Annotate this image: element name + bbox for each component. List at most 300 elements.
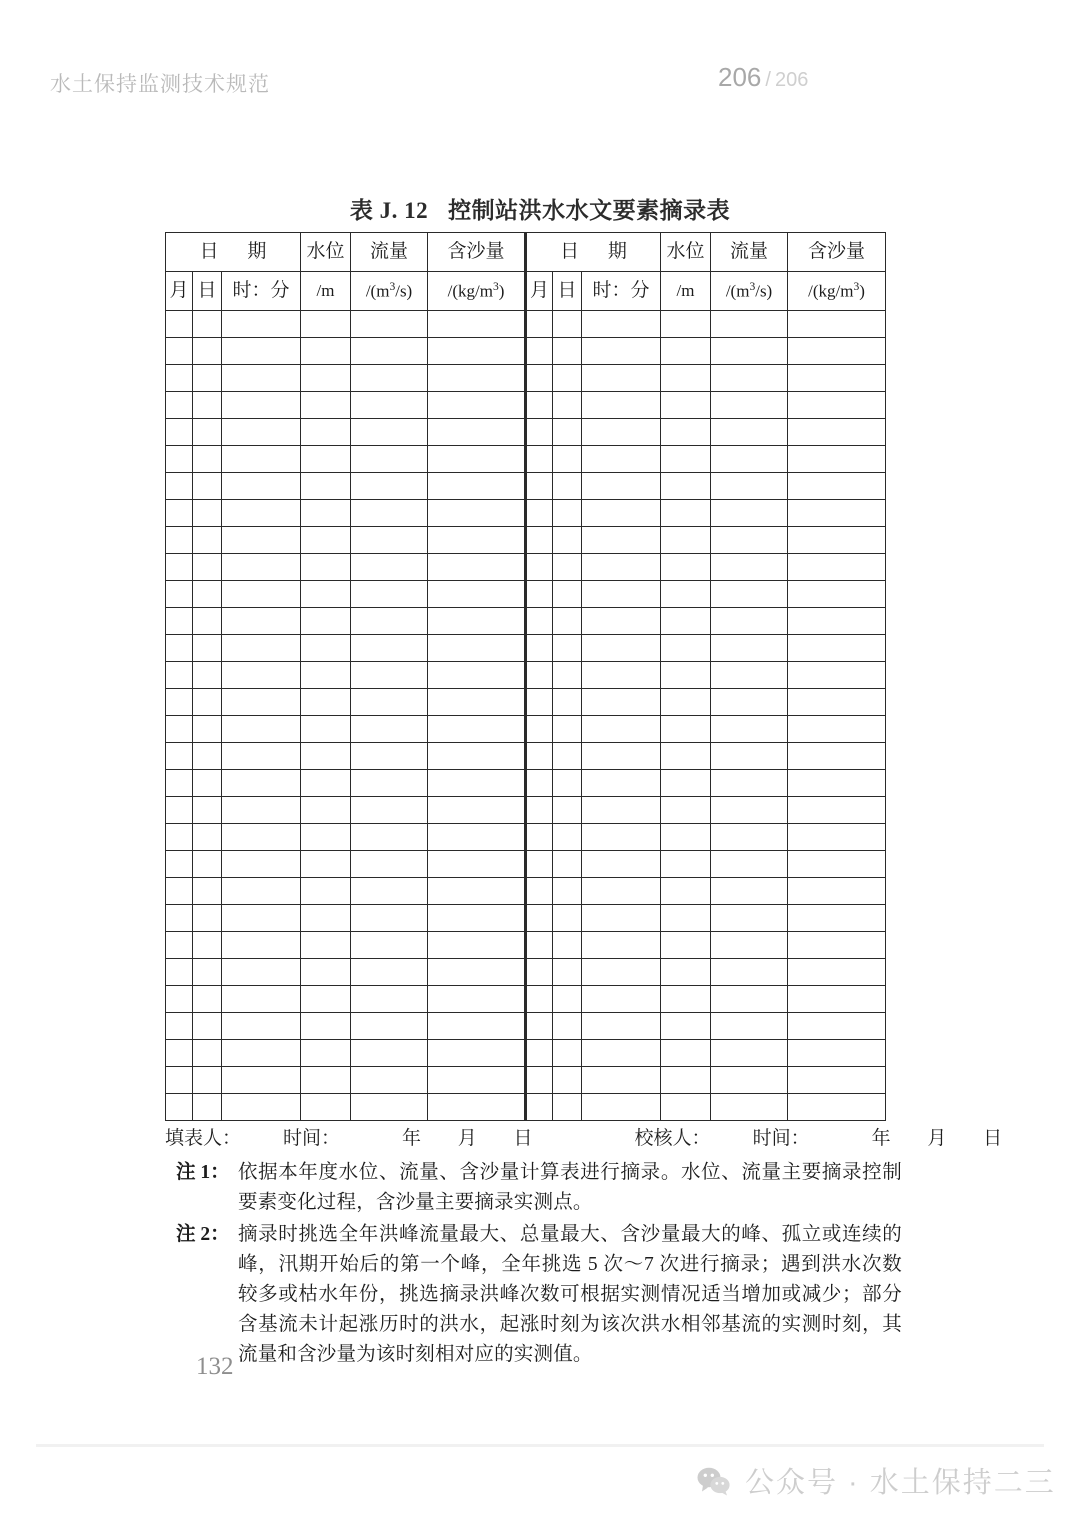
table-cell[interactable] [222,446,301,473]
table-cell[interactable] [222,878,301,905]
table-cell[interactable] [553,689,582,716]
table-cell[interactable] [526,770,553,797]
table-cell[interactable] [193,635,222,662]
table-cell[interactable] [222,770,301,797]
table-cell[interactable] [788,851,886,878]
table-cell[interactable] [711,338,788,365]
table-cell[interactable] [582,554,661,581]
table-cell[interactable] [351,338,428,365]
table-cell[interactable] [222,581,301,608]
table-cell[interactable] [582,959,661,986]
table-cell[interactable] [193,689,222,716]
table-cell[interactable] [526,959,553,986]
table-cell[interactable] [526,365,553,392]
table-cell[interactable] [582,797,661,824]
table-cell[interactable] [351,770,428,797]
table-cell[interactable] [788,824,886,851]
table-cell[interactable] [582,581,661,608]
table-cell[interactable] [166,365,193,392]
table-cell[interactable] [222,743,301,770]
table-cell[interactable] [788,473,886,500]
table-cell[interactable] [351,581,428,608]
table-cell[interactable] [553,662,582,689]
table-cell[interactable] [661,392,711,419]
table-cell[interactable] [661,716,711,743]
table-cell[interactable] [351,959,428,986]
table-cell[interactable] [351,635,428,662]
table-cell[interactable] [526,986,553,1013]
table-cell[interactable] [788,905,886,932]
table-cell[interactable] [428,311,526,338]
table-cell[interactable] [193,932,222,959]
table-cell[interactable] [788,770,886,797]
table-cell[interactable] [711,878,788,905]
table-cell[interactable] [301,932,351,959]
table-cell[interactable] [222,311,301,338]
table-cell[interactable] [193,554,222,581]
table-cell[interactable] [166,851,193,878]
table-cell[interactable] [661,608,711,635]
table-cell[interactable] [661,527,711,554]
table-cell[interactable] [428,824,526,851]
table-cell[interactable] [166,527,193,554]
table-cell[interactable] [428,1094,526,1121]
table-cell[interactable] [661,959,711,986]
table-cell[interactable] [428,338,526,365]
table-cell[interactable] [582,473,661,500]
table-cell[interactable] [166,797,193,824]
table-cell[interactable] [301,581,351,608]
table-cell[interactable] [553,1040,582,1067]
table-cell[interactable] [526,338,553,365]
table-cell[interactable] [582,662,661,689]
table-cell[interactable] [166,635,193,662]
table-cell[interactable] [166,1067,193,1094]
table-cell[interactable] [582,527,661,554]
table-cell[interactable] [193,419,222,446]
table-cell[interactable] [193,878,222,905]
table-cell[interactable] [222,1067,301,1094]
table-cell[interactable] [788,608,886,635]
table-cell[interactable] [351,527,428,554]
table-cell[interactable] [526,581,553,608]
table-cell[interactable] [222,824,301,851]
table-cell[interactable] [351,446,428,473]
table-cell[interactable] [166,1013,193,1040]
table-cell[interactable] [351,365,428,392]
table-cell[interactable] [526,851,553,878]
table-cell[interactable] [301,527,351,554]
table-cell[interactable] [526,311,553,338]
table-cell[interactable] [351,797,428,824]
table-cell[interactable] [711,365,788,392]
table-cell[interactable] [788,986,886,1013]
table-cell[interactable] [526,689,553,716]
table-cell[interactable] [301,311,351,338]
table-cell[interactable] [582,365,661,392]
table-cell[interactable] [553,365,582,392]
table-cell[interactable] [166,716,193,743]
table-cell[interactable] [661,554,711,581]
table-cell[interactable] [193,743,222,770]
table-cell[interactable] [526,1040,553,1067]
table-cell[interactable] [582,1013,661,1040]
table-cell[interactable] [166,338,193,365]
table-cell[interactable] [582,743,661,770]
table-cell[interactable] [788,581,886,608]
table-cell[interactable] [661,1013,711,1040]
table-cell[interactable] [166,608,193,635]
table-cell[interactable] [301,986,351,1013]
table-cell[interactable] [351,1013,428,1040]
table-cell[interactable] [222,473,301,500]
table-cell[interactable] [711,446,788,473]
table-cell[interactable] [351,689,428,716]
table-cell[interactable] [661,581,711,608]
table-cell[interactable] [553,527,582,554]
table-cell[interactable] [166,959,193,986]
table-cell[interactable] [553,608,582,635]
table-cell[interactable] [166,581,193,608]
table-cell[interactable] [788,527,886,554]
table-cell[interactable] [711,419,788,446]
table-cell[interactable] [222,959,301,986]
table-cell[interactable] [428,662,526,689]
table-cell[interactable] [222,527,301,554]
table-cell[interactable] [301,716,351,743]
table-cell[interactable] [711,959,788,986]
table-cell[interactable] [553,473,582,500]
table-cell[interactable] [526,1094,553,1121]
table-cell[interactable] [553,1067,582,1094]
table-cell[interactable] [166,473,193,500]
table-cell[interactable] [711,581,788,608]
table-cell[interactable] [351,905,428,932]
table-cell[interactable] [582,500,661,527]
table-cell[interactable] [661,311,711,338]
table-cell[interactable] [582,770,661,797]
table-cell[interactable] [301,905,351,932]
table-cell[interactable] [301,851,351,878]
table-cell[interactable] [351,500,428,527]
table-cell[interactable] [301,608,351,635]
table-cell[interactable] [166,1094,193,1121]
table-cell[interactable] [582,419,661,446]
table-cell[interactable] [428,608,526,635]
table-cell[interactable] [711,635,788,662]
table-cell[interactable] [711,608,788,635]
table-cell[interactable] [301,554,351,581]
table-cell[interactable] [661,662,711,689]
table-cell[interactable] [553,311,582,338]
table-cell[interactable] [711,824,788,851]
table-cell[interactable] [301,635,351,662]
table-cell[interactable] [526,716,553,743]
table-cell[interactable] [582,689,661,716]
table-cell[interactable] [351,743,428,770]
table-cell[interactable] [526,743,553,770]
table-cell[interactable] [711,392,788,419]
table-cell[interactable] [526,419,553,446]
table-cell[interactable] [301,743,351,770]
table-cell[interactable] [553,446,582,473]
table-cell[interactable] [351,473,428,500]
table-cell[interactable] [711,554,788,581]
table-cell[interactable] [553,878,582,905]
table-cell[interactable] [661,338,711,365]
table-cell[interactable] [526,932,553,959]
table-cell[interactable] [428,365,526,392]
table-cell[interactable] [301,446,351,473]
table-cell[interactable] [428,1040,526,1067]
table-cell[interactable] [351,1067,428,1094]
table-cell[interactable] [193,608,222,635]
table-cell[interactable] [428,473,526,500]
table-cell[interactable] [301,770,351,797]
table-cell[interactable] [351,878,428,905]
table-cell[interactable] [301,662,351,689]
table-cell[interactable] [788,1040,886,1067]
table-cell[interactable] [222,365,301,392]
table-cell[interactable] [661,932,711,959]
table-cell[interactable] [553,851,582,878]
table-cell[interactable] [222,905,301,932]
table-cell[interactable] [526,446,553,473]
table-cell[interactable] [222,797,301,824]
table-cell[interactable] [553,932,582,959]
table-cell[interactable] [428,959,526,986]
table-cell[interactable] [711,986,788,1013]
table-cell[interactable] [553,554,582,581]
table-cell[interactable] [222,851,301,878]
table-cell[interactable] [788,932,886,959]
table-cell[interactable] [526,608,553,635]
table-cell[interactable] [553,905,582,932]
table-cell[interactable] [166,932,193,959]
table-cell[interactable] [788,878,886,905]
table-cell[interactable] [553,959,582,986]
table-cell[interactable] [553,419,582,446]
table-cell[interactable] [661,878,711,905]
table-cell[interactable] [553,986,582,1013]
table-cell[interactable] [428,581,526,608]
table-cell[interactable] [711,905,788,932]
table-cell[interactable] [788,1013,886,1040]
table-cell[interactable] [428,932,526,959]
table-cell[interactable] [301,878,351,905]
table-cell[interactable] [788,392,886,419]
table-cell[interactable] [428,851,526,878]
table-cell[interactable] [428,392,526,419]
table-cell[interactable] [711,1013,788,1040]
table-cell[interactable] [711,743,788,770]
table-cell[interactable] [661,1094,711,1121]
table-cell[interactable] [582,1040,661,1067]
table-cell[interactable] [428,689,526,716]
table-cell[interactable] [788,446,886,473]
table-cell[interactable] [788,662,886,689]
table-cell[interactable] [351,419,428,446]
table-cell[interactable] [582,311,661,338]
table-cell[interactable] [301,419,351,446]
table-cell[interactable] [193,1094,222,1121]
table-cell[interactable] [526,392,553,419]
table-cell[interactable] [193,716,222,743]
table-cell[interactable] [526,662,553,689]
table-cell[interactable] [661,824,711,851]
table-cell[interactable] [788,419,886,446]
table-cell[interactable] [222,419,301,446]
table-cell[interactable] [222,635,301,662]
table-cell[interactable] [711,770,788,797]
table-cell[interactable] [788,1067,886,1094]
table-cell[interactable] [351,311,428,338]
table-cell[interactable] [553,338,582,365]
table-cell[interactable] [193,824,222,851]
table-cell[interactable] [661,1067,711,1094]
table-cell[interactable] [788,554,886,581]
table-cell[interactable] [351,392,428,419]
table-cell[interactable] [582,824,661,851]
table-cell[interactable] [553,392,582,419]
table-cell[interactable] [526,1013,553,1040]
table-cell[interactable] [428,554,526,581]
table-cell[interactable] [582,392,661,419]
table-cell[interactable] [526,554,553,581]
table-cell[interactable] [582,608,661,635]
table-cell[interactable] [711,932,788,959]
table-cell[interactable] [193,851,222,878]
table-cell[interactable] [788,797,886,824]
table-cell[interactable] [351,851,428,878]
table-cell[interactable] [661,743,711,770]
table-cell[interactable] [582,905,661,932]
table-cell[interactable] [222,554,301,581]
table-cell[interactable] [553,797,582,824]
table-cell[interactable] [222,1040,301,1067]
table-cell[interactable] [193,500,222,527]
table-cell[interactable] [428,1067,526,1094]
table-cell[interactable] [553,770,582,797]
table-cell[interactable] [222,716,301,743]
table-cell[interactable] [711,527,788,554]
table-cell[interactable] [301,797,351,824]
table-cell[interactable] [166,500,193,527]
table-cell[interactable] [526,635,553,662]
table-cell[interactable] [711,689,788,716]
table-cell[interactable] [661,446,711,473]
table-cell[interactable] [553,500,582,527]
table-cell[interactable] [661,797,711,824]
table-cell[interactable] [193,662,222,689]
table-cell[interactable] [222,1094,301,1121]
table-cell[interactable] [553,1013,582,1040]
table-cell[interactable] [301,1094,351,1121]
table-cell[interactable] [166,986,193,1013]
table-cell[interactable] [428,905,526,932]
table-cell[interactable] [351,662,428,689]
table-cell[interactable] [428,743,526,770]
table-cell[interactable] [222,662,301,689]
table-cell[interactable] [428,635,526,662]
table-cell[interactable] [428,878,526,905]
table-cell[interactable] [166,311,193,338]
table-cell[interactable] [526,527,553,554]
table-cell[interactable] [301,824,351,851]
table-cell[interactable] [788,1094,886,1121]
table-cell[interactable] [711,716,788,743]
table-cell[interactable] [428,797,526,824]
table-cell[interactable] [582,1067,661,1094]
table-cell[interactable] [222,932,301,959]
table-cell[interactable] [193,986,222,1013]
table-cell[interactable] [193,473,222,500]
table-cell[interactable] [661,500,711,527]
table-cell[interactable] [526,797,553,824]
table-cell[interactable] [582,338,661,365]
table-cell[interactable] [166,662,193,689]
table-cell[interactable] [193,338,222,365]
table-cell[interactable] [301,689,351,716]
table-cell[interactable] [193,581,222,608]
table-cell[interactable] [582,878,661,905]
table-cell[interactable] [301,365,351,392]
table-cell[interactable] [711,311,788,338]
table-cell[interactable] [428,716,526,743]
table-cell[interactable] [788,689,886,716]
table-cell[interactable] [351,932,428,959]
table-cell[interactable] [553,743,582,770]
table-cell[interactable] [711,1094,788,1121]
table-cell[interactable] [661,689,711,716]
table-cell[interactable] [428,500,526,527]
table-cell[interactable] [166,824,193,851]
table-cell[interactable] [351,554,428,581]
table-cell[interactable] [428,1013,526,1040]
table-cell[interactable] [582,446,661,473]
table-cell[interactable] [553,716,582,743]
table-cell[interactable] [582,1094,661,1121]
table-cell[interactable] [351,824,428,851]
table-cell[interactable] [661,986,711,1013]
table-cell[interactable] [166,689,193,716]
table-cell[interactable] [193,1040,222,1067]
table-cell[interactable] [166,419,193,446]
table-cell[interactable] [711,473,788,500]
table-cell[interactable] [193,905,222,932]
table-cell[interactable] [526,878,553,905]
table-cell[interactable] [788,959,886,986]
table-cell[interactable] [553,581,582,608]
table-cell[interactable] [788,500,886,527]
table-cell[interactable] [301,473,351,500]
table-cell[interactable] [711,797,788,824]
table-cell[interactable] [193,311,222,338]
table-cell[interactable] [222,1013,301,1040]
table-cell[interactable] [193,959,222,986]
table-cell[interactable] [711,1067,788,1094]
table-cell[interactable] [222,608,301,635]
table-cell[interactable] [428,527,526,554]
table-cell[interactable] [553,635,582,662]
table-cell[interactable] [661,419,711,446]
table-cell[interactable] [193,797,222,824]
table-cell[interactable] [428,986,526,1013]
table-cell[interactable] [661,770,711,797]
table-cell[interactable] [166,446,193,473]
table-cell[interactable] [351,986,428,1013]
table-cell[interactable] [193,770,222,797]
